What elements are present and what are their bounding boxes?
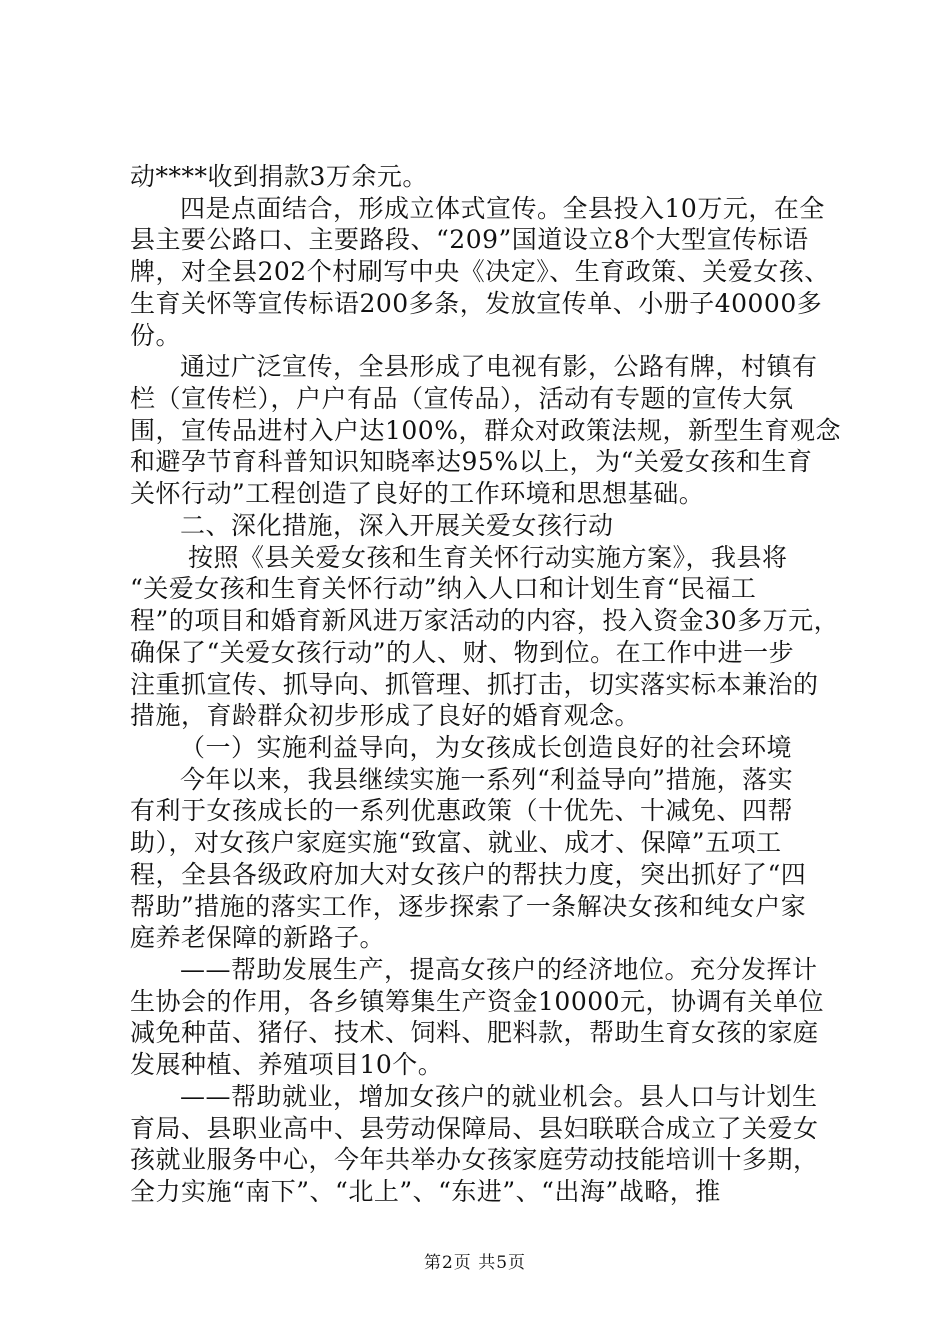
text-line: 有利于女孩成长的一系列优惠政策（十优先、十减免、四帮	[130, 796, 794, 825]
text-line: 四是点面结合，形成立体式宣传。全县投入10万元，在全	[180, 194, 825, 223]
section-heading: 二、深化措施，深入开展关爱女孩行动	[180, 511, 614, 540]
text-line: 动****收到捐款3万余元。	[130, 162, 428, 191]
text-line: 程”的项目和婚育新风进万家活动的内容，投入资金30多万元，	[130, 606, 840, 635]
text-line: 生育关怀等宣传标语200多条，发放宣传单、小册子40000多	[130, 289, 823, 318]
text-line: 生协会的作用，各乡镇筹集生产资金10000元，协调有关单位	[130, 987, 825, 1016]
text-line: 和避孕节育科普知识知晓率达95%以上，为“关爱女孩和生育	[130, 447, 813, 476]
text-line: 措施，育龄群众初步形成了良好的婚育观念。	[130, 701, 641, 730]
text-line: 县主要公路口、主要路段、“209”国道设立8个大型宣传标语	[130, 225, 809, 254]
text-line: 程，全县各级政府加大对女孩户的帮扶力度，突出抓好了“四	[130, 860, 807, 889]
text-line: 按照《县关爱女孩和生育关怀行动实施方案》，我县将	[188, 543, 788, 572]
text-line: 孩就业服务中心，今年共举办女孩家庭劳动技能培训十多期，	[130, 1145, 819, 1174]
text-line: “关爱女孩和生育关怀行动”纳入人口和计划生育“民福工	[130, 574, 757, 603]
text-line: 帮助”措施的落实工作，逐步探索了一条解决女孩和纯女户家	[130, 892, 807, 921]
text-line: 关怀行动”工程创造了良好的工作环境和思想基础。	[130, 479, 705, 508]
text-line: 注重抓宣传、抓导向、抓管理、抓打击，切实落实标本兼治的	[130, 670, 819, 699]
text-line: 栏（宣传栏），户户有品（宣传品），活动有专题的宣传大氛	[130, 384, 794, 413]
text-line: 助），对女孩户家庭实施“致富、就业、成才、保障”五项工	[130, 828, 782, 857]
text-line: 份。	[130, 321, 182, 350]
text-line: 通过广泛宣传，全县形成了电视有影，公路有牌，村镇有	[180, 352, 818, 381]
text-line: 围，宣传品进村入户达100%，群众对政策法规，新型生育观念	[130, 416, 841, 445]
text-line: 发展种植、养殖项目10个。	[130, 1050, 444, 1079]
subsection-heading: （一）实施利益导向，为女孩成长创造良好的社会环境	[180, 733, 793, 762]
page-number-footer: 第2页 共5页	[423, 1253, 527, 1273]
text-line: 育局、县职业高中、县劳动保障局、县妇联联合成立了关爱女	[130, 1114, 819, 1143]
text-line: 牌，对全县202个村刷写中央《决定》、生育政策、关爱女孩、	[130, 257, 830, 286]
text-line: 庭养老保障的新路子。	[130, 923, 386, 952]
text-line: 减免种苗、猪仔、技术、饲料、肥料款，帮助生育女孩的家庭	[130, 1018, 819, 1047]
text-line: 全力实施“南下”、“北上”、“东进”、“出海”战略，推	[130, 1177, 721, 1206]
text-line: ——帮助就业，增加女孩户的就业机会。县人口与计划生	[180, 1082, 818, 1111]
text-line: 确保了“关爱女孩行动”的人、财、物到位。在工作中进一步	[130, 638, 795, 667]
text-line: 今年以来，我县继续实施一系列“利益导向”措施，落实	[180, 765, 794, 794]
text-line: ——帮助发展生产，提高女孩户的经济地位。充分发挥计	[180, 955, 818, 984]
